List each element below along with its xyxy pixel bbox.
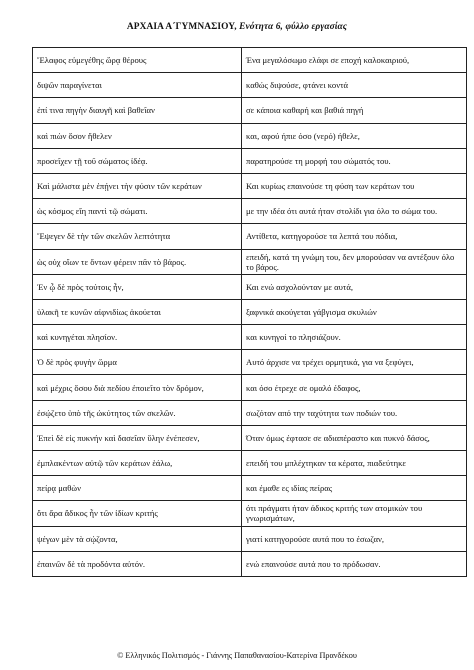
- modern-translation-cell: ότι πράγματι ήταν άδικος κριτής των ατομικών του γνωρισμάτων,: [242, 501, 467, 526]
- table-row: [33, 501, 467, 526]
- table-row: [33, 73, 467, 98]
- modern-translation-cell: Και ενώ ασχολούνταν με αυτά,: [242, 274, 467, 299]
- table-row: [33, 425, 467, 450]
- ancient-text-cell: ἐπαινῶν δὲ τὰ προδόντα αὐτόν.: [33, 551, 242, 576]
- modern-translation-cell: Αντίθετα, κατηγορούσε τα λεπτά του πόδια,: [242, 224, 467, 249]
- table-row: [33, 274, 467, 299]
- table-row: [33, 325, 467, 350]
- ancient-text-cell: πείρᾳ μαθὼν: [33, 476, 242, 501]
- modern-translation-cell: με την ιδέα ότι αυτά ήταν στολίδι για όλο το σώμα του.: [242, 199, 467, 224]
- table-row: [33, 451, 467, 476]
- ancient-text-cell: προσεῖχεν τῇ τοῦ σώματος ἰδέᾳ.: [33, 148, 242, 173]
- ancient-text-cell: Ὁ δὲ πρὸς φυγὴν ὥρμα: [33, 350, 242, 375]
- modern-translation-cell: και, αφού ήπιε όσο (νερό) ήθελε,: [242, 123, 467, 148]
- modern-translation-cell: και κυνηγοί το πλησιάζουν.: [242, 325, 467, 350]
- translation-table-body: [33, 48, 467, 577]
- table-row: [33, 173, 467, 198]
- modern-translation-cell: σωζόταν από την ταχύτητα των ποδιών του.: [242, 400, 467, 425]
- modern-translation-cell: Όταν όμως έφτασε σε αδιαπέραστο και πυκνό δάσος,: [242, 425, 467, 450]
- ancient-text-cell: ψέγων μὲν τὰ σῴζοντα,: [33, 526, 242, 551]
- table-row: [33, 249, 467, 274]
- ancient-text-cell: ὑλακῆ τε κυνῶν αἰφνιδίως ἀκούεται: [33, 299, 242, 324]
- ancient-text-cell: Ἐν ᾧ δὲ πρὸς τούτοις ἦν,: [33, 274, 242, 299]
- modern-translation-cell: επειδή, κατά τη γνώμη του, δεν μπορούσαν να αντέξουν όλο το βάρος.: [242, 249, 467, 274]
- document-footer: © Ελληνικός Πολιτισμός - Γιάννης Παπαθανασίου-Κατερίνα Πρανδέκου: [117, 651, 357, 660]
- modern-translation-cell: σε κάποια καθαρή και βαθιά πηγή: [242, 98, 467, 123]
- ancient-text-cell: ὡς οὐχ οἵων τε ὄντων φέρειν πᾶν τὸ βάρος.: [33, 249, 242, 274]
- modern-translation-cell: Ένα μεγαλόσωμο ελάφι σε εποχή καλοκαιριού,: [242, 48, 467, 73]
- table-row: [33, 299, 467, 324]
- table-row: [33, 98, 467, 123]
- table-row: [33, 400, 467, 425]
- table-row: [33, 476, 467, 501]
- modern-translation-cell: καθώς διψούσε, φτάνει κοντά: [242, 73, 467, 98]
- translation-table: [32, 47, 467, 577]
- modern-translation-cell: παρατηρούσε τη μορφή του σώματός του.: [242, 148, 467, 173]
- modern-translation-cell: και έμαθε ες ιδίας πείρας: [242, 476, 467, 501]
- ancient-text-cell: καὶ πιὼν ὅσον ἤθελεν: [33, 123, 242, 148]
- title-main: ΑΡΧΑΙΑ Α΄ΓΥΜΝΑΣΙΟΥ,: [126, 22, 240, 32]
- ancient-text-cell: Ἔψεγεν δὲ τὴν τῶν σκελῶν λεπτότητα: [33, 224, 242, 249]
- ancient-text-cell: καὶ κυνηγέται πλησίον.: [33, 325, 242, 350]
- ancient-text-cell: διψῶν παραγίνεται: [33, 73, 242, 98]
- modern-translation-cell: γιατί κατηγορούσε αυτά που το έσωζαν,: [242, 526, 467, 551]
- table-row: [33, 48, 467, 73]
- table-row: [33, 551, 467, 576]
- table-row: [33, 350, 467, 375]
- ancient-text-cell: καὶ μέχρις ὅσου διὰ πεδίου ἐποιεῖτο τὸν δρόμον,: [33, 375, 242, 400]
- ancient-text-cell: ὅτι ἄρα ἄδικος ἦν τῶν ἰδίων κριτής: [33, 501, 242, 526]
- table-row: [33, 224, 467, 249]
- table-row: [33, 148, 467, 173]
- table-row: [33, 526, 467, 551]
- table-row: [33, 199, 467, 224]
- ancient-text-cell: ἐσῴζετο ὑπὸ τῆς ὠκύτητος τῶν σκελῶν.: [33, 400, 242, 425]
- ancient-text-cell: Καὶ μάλιστα μὲν ἐπῄνει τὴν φύσιν τῶν κεράτων: [33, 173, 242, 198]
- modern-translation-cell: ξαφνικά ακούγεται γάβγισμα σκυλιών: [242, 299, 467, 324]
- modern-translation-cell: Και κυρίως επαινούσε τη φύση των κεράτων του: [242, 173, 467, 198]
- ancient-text-cell: ὡς κόσμος εἴη παντὶ τῷ σώματι.: [33, 199, 242, 224]
- modern-translation-cell: επειδή του μπλέχτηκαν τα κέρατα, πιαδεύτηκε: [242, 451, 467, 476]
- ancient-text-cell: ἐπί τινα πηγὴν διαυγῆ καὶ βαθεῖαν: [33, 98, 242, 123]
- ancient-text-cell: Ἐπεὶ δὲ εἰς πυκνήν καὶ δασεῖαν ὕλην ἐνέπεσεν,: [33, 425, 242, 450]
- ancient-text-cell: ἐμπλακέντων αὐτῷ τῶν κεράτων ἑάλω,: [33, 451, 242, 476]
- document-title: [0, 22, 474, 32]
- ancient-text-cell: Ἔλαφος εὐμεγέθης ὥρᾳ θέρους: [33, 48, 242, 73]
- table-row: [33, 375, 467, 400]
- modern-translation-cell: Αυτό άρχισε να τρέχει ορμητικά, για να ξεφύγει,: [242, 350, 467, 375]
- modern-translation-cell: ενώ επαινούσε αυτά που το πρόδωσαν.: [242, 551, 467, 576]
- table-row: [33, 123, 467, 148]
- modern-translation-cell: και όσο έτρεχε σε ομαλό έδαφος,: [242, 375, 467, 400]
- title-emphasis: Ενότητα 6, φύλλο εργασίας: [239, 22, 348, 32]
